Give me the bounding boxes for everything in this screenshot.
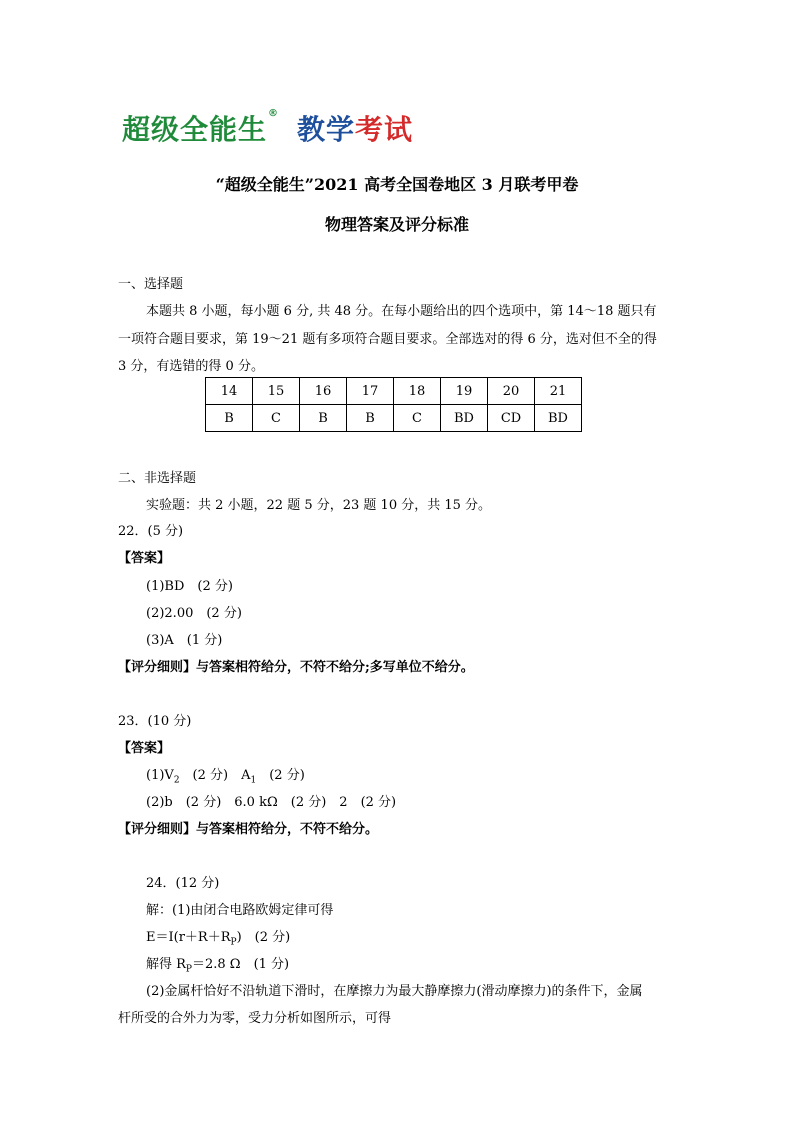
solution-line: 解：(1)由闭合电路欧姆定律可得 [146, 903, 334, 918]
answer-label: 【答案】 [118, 741, 171, 756]
answer-line: (3)A (1 分) [146, 633, 223, 648]
table-cell: BD [441, 405, 488, 432]
answer-line [146, 764, 305, 786]
answer-line: (1)BD (2 分) [146, 579, 233, 594]
paragraph-line: 一项符合题目要求，第 19～21 题有多项符合题目要求。全部选对的得 6 分，选对但不全的得 [118, 332, 657, 347]
answer-text: (2 分) A [179, 768, 251, 783]
brand-logo [122, 108, 413, 148]
table-cell: C [253, 405, 300, 432]
answer-label: 【答案】 [118, 551, 171, 566]
question-heading-24: 24．(12 分) [146, 876, 220, 891]
document-title: “超级全能生”2021 高考全国卷地区 3 月联考甲卷 [215, 175, 579, 194]
scoring-rubric: 【评分细则】与答案相符给分，不符不给分。 [118, 822, 379, 837]
formula-text: ) (2 分) [236, 930, 291, 945]
paragraph-line: 本题共 8 小题，每小题 6 分, 共 48 分。在每小题给出的四个选项中，第 14～18 题只有 [146, 304, 657, 319]
solution-text: 解得 R [146, 957, 186, 972]
question-heading-23: 23．(10 分) [118, 714, 192, 729]
logo-text-teach: 教学 [297, 113, 356, 146]
logo-registered-mark: ® [268, 108, 280, 119]
scoring-rubric: 【评分细则】与答案相符给分，不符不给分;多写单位不给分。 [118, 660, 474, 675]
solution-text: ＝2.8 Ω (1 分) [191, 957, 290, 972]
subscript: 2 [173, 775, 180, 786]
answer-text: (1)V [146, 768, 174, 783]
table-cell: 17 [347, 378, 394, 405]
table-cell: 19 [441, 378, 488, 405]
document-subtitle: 物理答案及评分标准 [324, 215, 469, 234]
table-cell: 15 [253, 378, 300, 405]
logo-text-exam: 考试 [355, 113, 414, 146]
solution-line: (2)金属杆恰好不沿轨道下滑时，在摩擦力为最大静摩擦力(滑动摩擦力)的条件下，金属 [146, 984, 643, 999]
paragraph-line: 3 分，有选错的得 0 分。 [118, 359, 264, 374]
table-row-numbers [206, 378, 582, 405]
answer-text: (2 分) [256, 768, 305, 783]
table-cell: 14 [206, 378, 253, 405]
answer-line: (2)b (2 分) 6.0 kΩ (2 分) 2 (2 分) [146, 795, 397, 810]
table-cell: CD [488, 405, 535, 432]
subscript: P [230, 937, 237, 948]
section-heading-nonchoice: 二、非选择题 [118, 471, 197, 486]
formula-text: E＝I(r＋R＋R [146, 930, 231, 945]
logo-text-main: 超级全能生 [122, 113, 268, 146]
subscript: 1 [250, 775, 257, 786]
table-cell: B [206, 405, 253, 432]
section-intro: 实验题：共 2 小题，22 题 5 分，23 题 10 分，共 15 分。 [146, 498, 492, 513]
table-row-answers [206, 405, 582, 432]
answer-table [205, 377, 582, 432]
formula-line [146, 926, 290, 948]
subscript: P [185, 964, 192, 975]
table-cell: BD [535, 405, 582, 432]
solution-line: 杆所受的合外力为零，受力分析如图所示，可得 [118, 1011, 392, 1026]
table-cell: C [394, 405, 441, 432]
table-cell: 21 [535, 378, 582, 405]
table-cell: 20 [488, 378, 535, 405]
question-heading-22: 22．(5 分) [118, 524, 184, 539]
answer-line: (2)2.00 (2 分) [146, 606, 242, 621]
section-heading-choice: 一、选择题 [118, 277, 184, 292]
table-cell: 16 [300, 378, 347, 405]
table-cell: 18 [394, 378, 441, 405]
solution-line [146, 953, 289, 975]
table-cell: B [300, 405, 347, 432]
table-cell: B [347, 405, 394, 432]
